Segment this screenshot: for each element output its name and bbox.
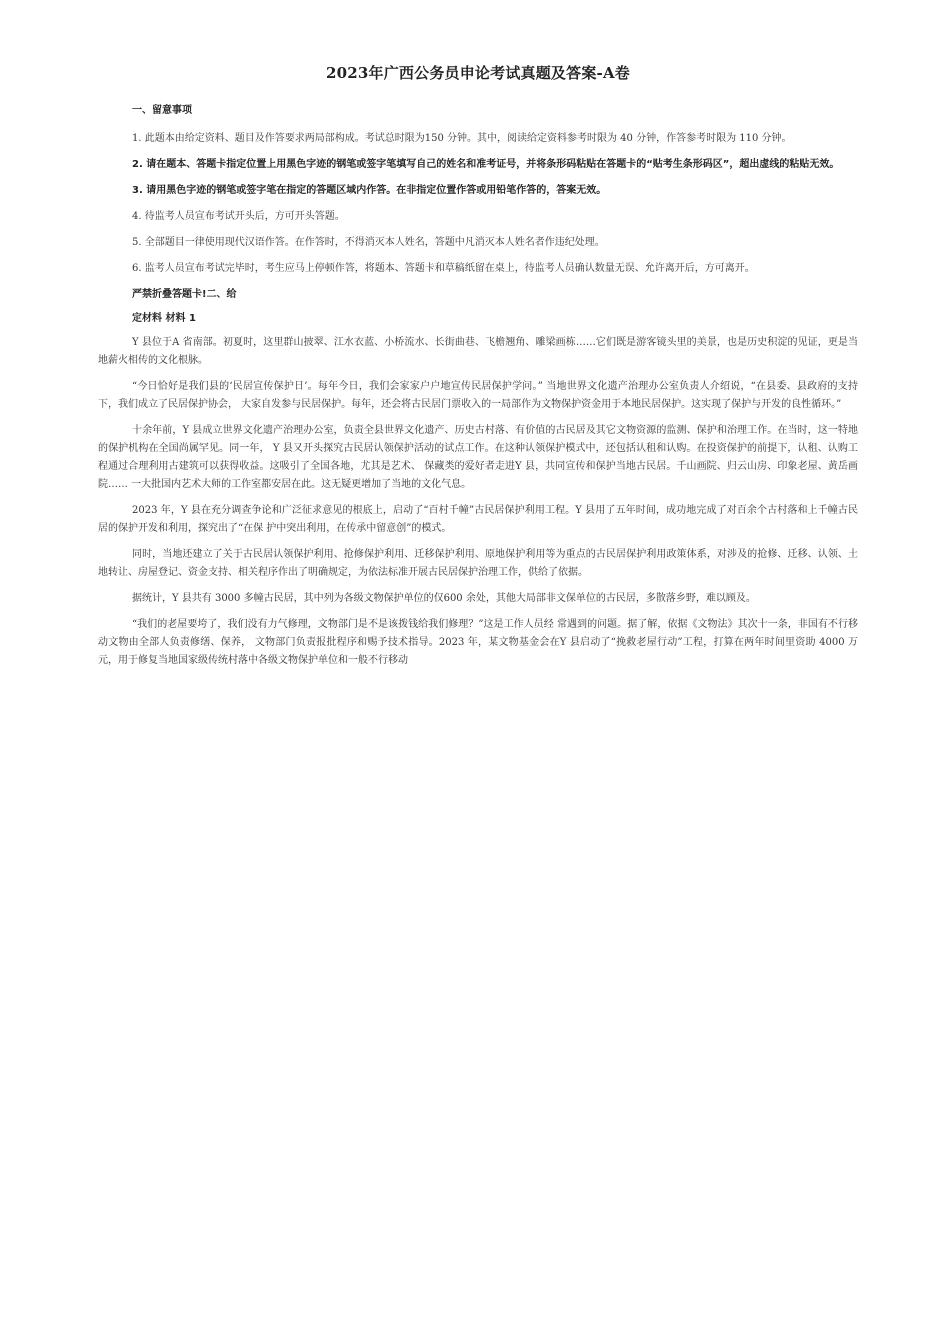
material-1-heading: 定材料 材料 1 — [132, 313, 196, 324]
notice-item: 3. 请用黑色字迹的钢笔或签字笔在指定的答题区域内作答。在非指定位置作答或用铅笔作答的，答案无效。 — [132, 185, 607, 196]
material-paragraph: 2023 年，Y 县在充分调查争论和广泛征求意见的根底上，启动了“百村千幢”古民居保护利用工程。Y 县用了五年时间，成功地完成了对百余个古村落和上千幢古民居的保护开发和利用，探究出了“在保 护中突出利用，在传承中留意创”的模式。 — [98, 505, 858, 534]
section-heading-materials: 严禁折叠答题卡!二、给 — [132, 289, 237, 300]
material-paragraph: Y 县位于A 省南部。初夏时，这里群山披翠、江水衣蓝、小桥流水、长街曲巷、飞檐翘角、雕梁画栋……它们既是游客镜头里的美景，也是历史积淀的见证，更是当地薪火相传的文化根脉。 — [98, 337, 858, 366]
notice-item: 5. 全部题目一律使用现代汉语作答。在作答时，不得消灭本人姓名，答题中凡消灭本人姓名者作违纪处理。 — [132, 237, 605, 248]
material-paragraph: “今日恰好是我们县的‘民居宣传保护日’。每年今日，我们会家家户户地宣传民居保护学问。” 当地世界文化遗产治理办公室负责人介绍说，“在县委、县政府的支持下，我们成立了民居保护协会， 大家自发参与民居保护。每年，还会将古民居门票收入的一局部作为文物保护资金用于本地民居保护。这实现了保护与开发的良性循环。” — [98, 381, 858, 410]
section-heading-notices: 一、留意事项 — [132, 105, 192, 116]
material-paragraph: 十余年前，Y 县成立世界文化遗产治理办公室，负责全县世界文化遗产、历史古村落、有价值的古民居及其它文物资源的监测、保护和治理工作。在当时，这一特地的保护机构在全国尚属罕见。同一年， Y 县又开头探究古民居认领保护活动的试点工作。在这种认领保护模式中，还包括认租和认购。在投资保护的前提下，认租、认购工程通过合理利用古建筑可以获得收益。这吸引了全国各地，尤其是艺术、 保藏类的爱好者走进Y 县，共同宣传和保护当地古民居。千山画院、归云山房、印象老屋、黄岳画院…… 一大批国内艺术大师的工作室都安居在此。这无疑更增加了当地的文化气息。 — [98, 425, 858, 490]
material-body — [98, 334, 858, 670]
notice-item: 4. 待监考人员宣布考试开头后，方可开头答题。 — [132, 211, 345, 222]
document-title: 2023年广西公务员申论考试真题及答案-A卷 — [325, 64, 630, 82]
document-page — [98, 62, 858, 678]
notice-item: 1. 此题本由给定资料、题目及作答要求两局部构成。考试总时限为150 分钟。其中，阅读给定资料参考时限为 40 分钟，作答参考时限为 110 分钟。 — [132, 133, 792, 144]
notice-item: 2. 请在题本、答题卡指定位置上用黑色字迹的钢笔或签字笔填写自己的姓名和准考证号，并将条形码粘贴在答题卡的“贴考生条形码区”，超出虚线的粘贴无效。 — [132, 159, 840, 170]
material-paragraph: 同时，当地还建立了关于古民居认领保护利用、抢修保护利用、迁移保护利用、原地保护利用等为重点的古民居保护利用政策体系，对涉及的抢修、迁移、认领、土地转让、房屋登记、资金支持、相关程序作出了明确规定，为依法标准开展古民居保护治理工作，供给了依据。 — [98, 549, 858, 578]
material-paragraph: “我们的老屋要垮了，我们没有力气修理，文物部门是不是该拨钱给我们修理？”这是工作人员经 常遇到的问题。据了解，依据《文物法》其次十一条，非国有不行移动文物由全部人负责修缮、保养， 文物部门负责报批程序和赐予技术指导。2023 年，某文物基金会在Y 县启动了“挽救老屋行动”工程，打算在两年时间里资助 4000 万元，用于修复当地国家级传统村落中各级文物保护单位和一般不行移动 — [98, 619, 858, 666]
notice-list — [98, 130, 858, 278]
notice-item: 6. 监考人员宣布考试完毕时，考生应马上停顿作答，将题本、答题卡和草稿纸留在桌上，待监考人员确认数量无误、允许离开后，方可离开。 — [132, 263, 755, 274]
material-paragraph: 据统计，Y 县共有 3000 多幢古民居，其中列为各级文物保护单位的仅600 余处，其他大局部非文保单位的古民居，多散落乡野，难以顾及。 — [132, 593, 756, 604]
